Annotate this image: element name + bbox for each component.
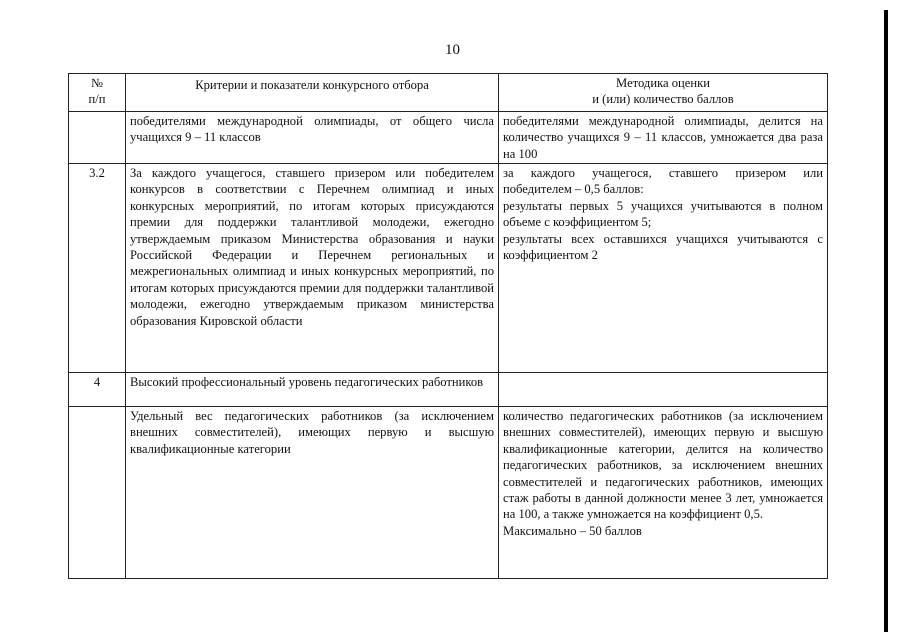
row-method: победителями международной олимпиады, делится на количество учащихся 9 – 11 классов, умножается два раза на 100 [499, 112, 828, 164]
header-criteria: Критерии и показатели конкурсного отбора [126, 74, 499, 112]
table-row [69, 373, 828, 407]
row-criteria: Высокий профессиональный уровень педагогических работников [126, 373, 499, 407]
row-method [499, 373, 828, 407]
header-number-abbr: п/п [88, 92, 106, 107]
row-method [499, 407, 828, 579]
method-paragraph: количество педагогических работников (за исключением внешних совместителей), имеющих первую и высшую квалификационные категории, делится на количество педагогических работников, за исключением внешних совместителей и педагогических работников, имеющих стаж работы в данной должности менее 3 лет, умножается на 100, а также умножается на коэффициент 0,5. [503, 409, 823, 522]
table-row [69, 407, 828, 579]
row-method [499, 164, 828, 373]
row-criteria: Удельный вес педагогических работников (за исключением внешних совместителей), имеющих первую и высшую квалификационные категории [126, 407, 499, 579]
method-paragraph: результаты всех оставшихся учащихся учитываются с коэффициентом 2 [503, 231, 823, 263]
row-number: 3.2 [69, 164, 126, 373]
page-number: 10 [445, 42, 460, 58]
method-paragraph: результаты первых 5 учащихся учитываются в полном объеме с коэффициентом 5; [503, 198, 823, 230]
criteria-table [68, 73, 828, 579]
row-criteria: победителями международной олимпиады, от общего числа учащихся 9 – 11 классов [126, 112, 499, 164]
row-number [69, 112, 126, 164]
row-criteria: За каждого учащегося, ставшего призером или победителем конкурсов в соответствии с Перечнем олимпиад и иных конкурсных мероприятий, по итогам которых присуждаются премии для поддержки талантливой молодежи, ежегодно утверждаемым приказом Министерства образования и науки Российской Федерации и Перечнем региональных и межрегиональных олимпиад и иных конкурсных мероприятий, по итогам которых присуждаются премии для поддержки талантливой молодежи, ежегодно утверждаемым приказом министерства образования Кировской области [126, 164, 499, 373]
method-paragraph: за каждого учащегося, ставшего призером или победителем – 0,5 баллов: [503, 166, 823, 197]
table-row [69, 112, 828, 164]
table-row [69, 164, 828, 373]
scan-edge-bar [884, 10, 888, 632]
header-method-line1: Методика оценки [616, 76, 710, 90]
row-number: 4 [69, 373, 126, 407]
header-method [499, 74, 828, 112]
row-number [69, 407, 126, 579]
header-method-line2: и (или) количество баллов [592, 92, 734, 107]
method-max-score: Максимально – 50 баллов [503, 523, 642, 538]
header-number-symbol: № [90, 76, 104, 90]
header-number [69, 74, 126, 112]
table-header-row [69, 74, 828, 112]
